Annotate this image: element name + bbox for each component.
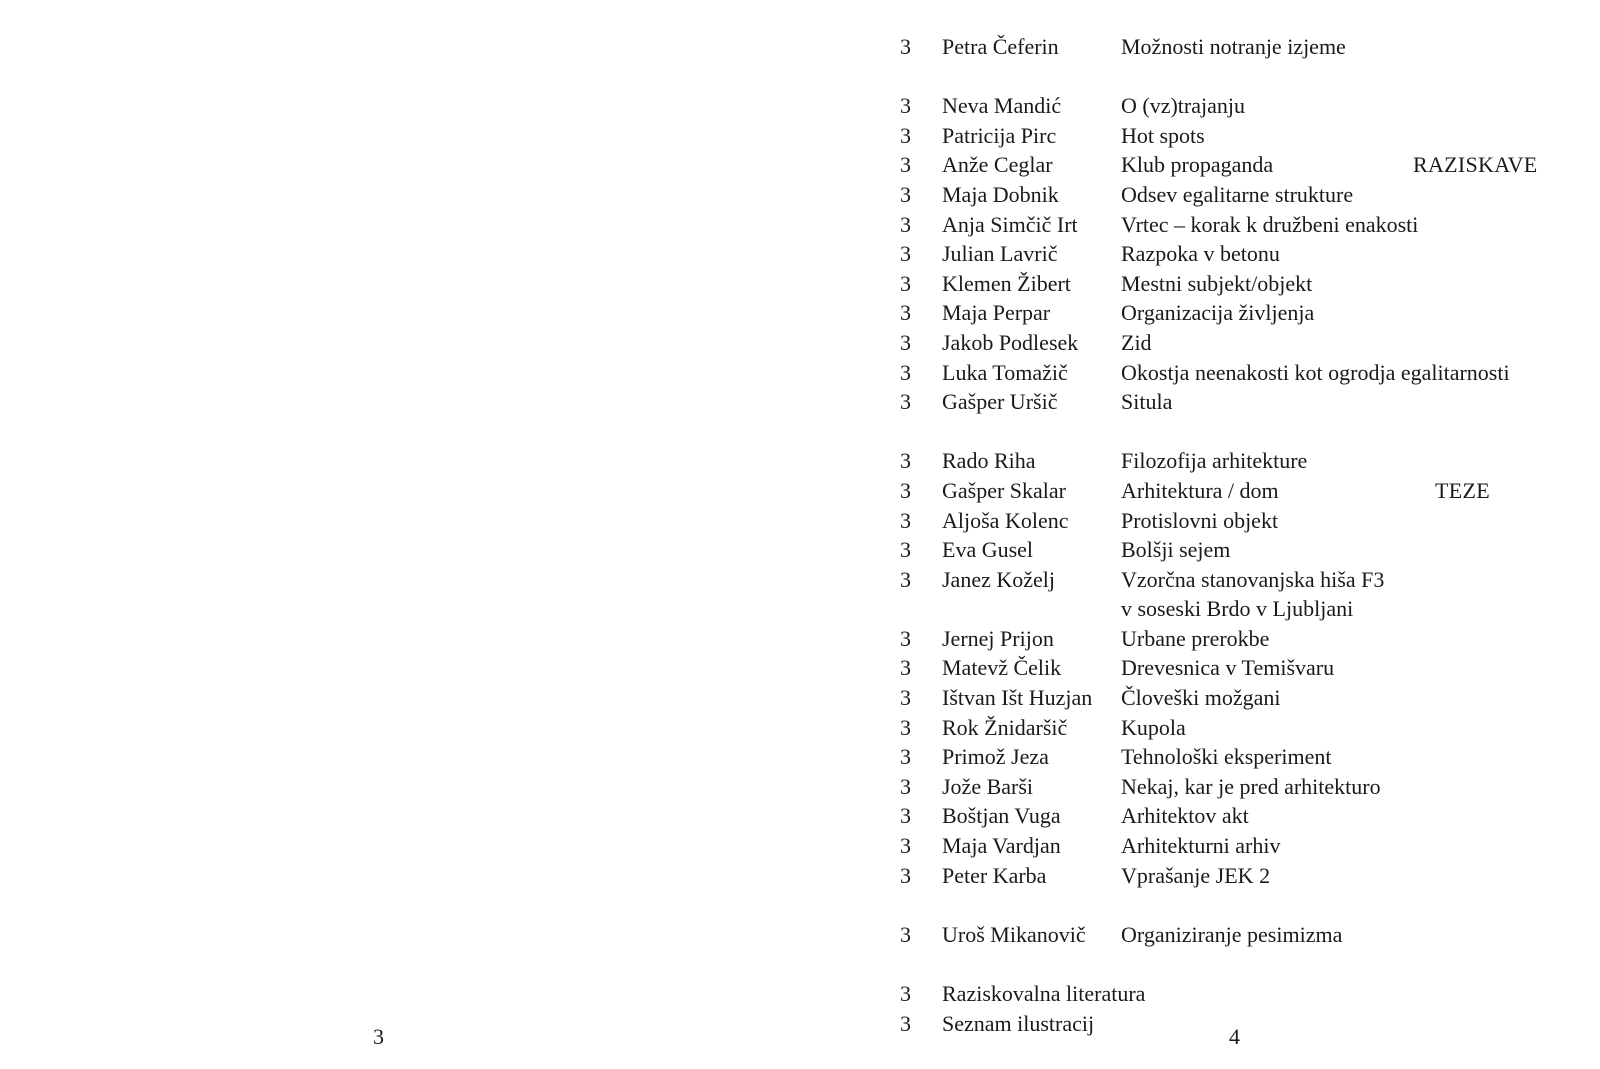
toc-title: Kupola bbox=[1121, 714, 1186, 740]
toc-entry bbox=[900, 683, 1580, 713]
toc-title: Okostja neenakosti kot ogrodja egalitarnosti bbox=[1121, 359, 1510, 385]
toc-author: Primož Jeza bbox=[942, 744, 1049, 770]
toc-title: Klub propaganda bbox=[1121, 152, 1274, 178]
toc-entry bbox=[900, 239, 1580, 269]
toc-author: Janez Koželj bbox=[942, 566, 1055, 592]
toc-page-number: 3 bbox=[900, 359, 911, 385]
toc-page-number: 3 bbox=[900, 300, 911, 326]
toc-author: Patricija Pirc bbox=[942, 122, 1057, 148]
toc-entry bbox=[900, 180, 1580, 210]
toc-entry bbox=[900, 387, 1580, 417]
toc-page-number: 3 bbox=[900, 329, 911, 355]
toc-title: O (vz)trajanju bbox=[1121, 93, 1245, 119]
toc-title: Drevesnica v Temišvaru bbox=[1121, 655, 1335, 681]
right-page bbox=[800, 0, 1600, 1069]
toc-page-number: 3 bbox=[900, 93, 911, 119]
toc-author: Jernej Prijon bbox=[942, 625, 1054, 651]
toc-entry bbox=[900, 831, 1580, 861]
toc-title: Mestni subjekt/objekt bbox=[1121, 270, 1313, 296]
toc-section-label: TEZE bbox=[1435, 477, 1490, 503]
toc-author: Anja Simčič Irt bbox=[942, 211, 1078, 237]
toc-entry bbox=[900, 979, 1580, 1009]
toc-entry bbox=[900, 476, 1580, 506]
toc-title: v soseski Brdo v Ljubljani bbox=[1121, 596, 1354, 622]
toc-page-number: 3 bbox=[900, 122, 911, 148]
toc-author: Gašper Skalar bbox=[942, 477, 1067, 503]
toc-entry bbox=[900, 653, 1580, 683]
toc-page-number: 3 bbox=[900, 448, 911, 474]
toc-title: Hot spots bbox=[1121, 122, 1205, 148]
toc-page-number: 3 bbox=[900, 537, 911, 563]
toc-title: Vzorčna stanovanjska hiša F3 bbox=[1121, 566, 1385, 592]
toc-author: Ištvan Išt Huzjan bbox=[942, 685, 1093, 711]
toc-page-number: 3 bbox=[900, 625, 911, 651]
toc-title: Vrtec – korak k družbeni enakosti bbox=[1121, 211, 1419, 237]
toc-author: Jože Barši bbox=[942, 773, 1034, 799]
toc-author: Raziskovalna literatura bbox=[942, 981, 1146, 1006]
right-page-number: 4 bbox=[1229, 1024, 1240, 1049]
toc-title: Situla bbox=[1121, 389, 1173, 415]
toc-entry bbox=[900, 150, 1580, 180]
toc-author: Petra Čeferin bbox=[942, 34, 1059, 59]
toc-page-number: 3 bbox=[900, 714, 911, 740]
toc-page-number: 3 bbox=[900, 921, 911, 947]
toc-author: Luka Tomažič bbox=[942, 359, 1068, 385]
toc-page-number: 3 bbox=[900, 34, 911, 59]
toc-page-number: 3 bbox=[900, 833, 911, 859]
toc-entry bbox=[900, 32, 1580, 62]
toc-entry bbox=[900, 121, 1580, 151]
toc-entry bbox=[900, 1009, 1580, 1039]
toc-page-number: 3 bbox=[900, 270, 911, 296]
toc-title: Arhitektura / dom bbox=[1121, 477, 1279, 503]
toc-title: Nekaj, kar je pred arhitekturo bbox=[1121, 773, 1381, 799]
toc-title: Urbane prerokbe bbox=[1121, 625, 1270, 651]
toc-page-number: 3 bbox=[900, 655, 911, 681]
toc-page-number: 3 bbox=[900, 389, 911, 415]
toc-title: Tehnološki eksperiment bbox=[1121, 744, 1332, 770]
toc-author: Aljoša Kolenc bbox=[942, 507, 1069, 533]
toc-page-number: 3 bbox=[900, 1010, 911, 1036]
toc-entry bbox=[900, 210, 1580, 240]
toc-page-number: 3 bbox=[900, 744, 911, 770]
toc-page-number: 3 bbox=[900, 566, 911, 592]
toc-entry bbox=[900, 506, 1580, 536]
toc-page-number: 3 bbox=[900, 241, 911, 267]
toc-author: Neva Mandić bbox=[942, 93, 1062, 119]
toc-entry bbox=[900, 594, 1580, 624]
toc-author: Uroš Mikanovič bbox=[942, 921, 1086, 947]
toc-author: Gašper Uršič bbox=[942, 389, 1058, 415]
toc-title: Organizacija življenja bbox=[1121, 300, 1315, 326]
toc-entry bbox=[900, 446, 1580, 476]
toc-entry bbox=[900, 298, 1580, 328]
toc-title: Bolšji sejem bbox=[1121, 537, 1231, 563]
toc-section-label: RAZISKAVE bbox=[1413, 152, 1538, 178]
toc-author: Jakob Podlesek bbox=[942, 329, 1079, 355]
toc-entry bbox=[900, 358, 1580, 388]
toc-entry bbox=[900, 328, 1580, 358]
toc-page-number: 3 bbox=[900, 507, 911, 533]
toc-author: Rado Riha bbox=[942, 448, 1036, 474]
toc-author: Maja Perpar bbox=[942, 300, 1051, 326]
toc-page-number: 3 bbox=[900, 181, 911, 207]
toc-author: Rok Žnidaršič bbox=[942, 714, 1068, 740]
toc-title: Protislovni objekt bbox=[1121, 507, 1279, 533]
toc-page-number: 3 bbox=[900, 685, 911, 711]
toc-author: Matevž Čelik bbox=[942, 655, 1062, 681]
toc-title: Odsev egalitarne strukture bbox=[1121, 181, 1354, 207]
toc-author: Maja Dobnik bbox=[942, 181, 1059, 207]
toc-author: Seznam ilustracij bbox=[942, 1010, 1095, 1036]
toc-entry bbox=[900, 624, 1580, 654]
toc-title: Vprašanje JEK 2 bbox=[1121, 862, 1271, 888]
toc-entry bbox=[900, 742, 1580, 772]
toc-entry bbox=[900, 801, 1580, 831]
toc-entry bbox=[900, 565, 1580, 595]
toc-title: Organiziranje pesimizma bbox=[1121, 921, 1343, 947]
toc-entry bbox=[900, 535, 1580, 565]
toc-author: Peter Karba bbox=[942, 862, 1047, 888]
toc-title: Arhitektov akt bbox=[1121, 803, 1249, 829]
left-page-number: 3 bbox=[373, 1024, 384, 1049]
toc-page-number: 3 bbox=[900, 477, 911, 503]
toc-title: Zid bbox=[1121, 329, 1152, 355]
toc-page-number: 3 bbox=[900, 211, 911, 237]
toc-page-number: 3 bbox=[900, 862, 911, 888]
toc-author: Eva Gusel bbox=[942, 537, 1034, 563]
toc-page-number: 3 bbox=[900, 773, 911, 799]
toc-author: Julian Lavrič bbox=[942, 241, 1058, 267]
toc-title: Arhitekturni arhiv bbox=[1121, 833, 1281, 859]
toc-entry bbox=[900, 269, 1580, 299]
toc-title: Človeški možgani bbox=[1121, 685, 1281, 711]
toc-author: Klemen Žibert bbox=[942, 270, 1071, 296]
toc-entry bbox=[900, 713, 1580, 743]
toc-title: Možnosti notranje izjeme bbox=[1121, 34, 1346, 59]
toc-page-number: 3 bbox=[900, 803, 911, 829]
toc-entry bbox=[900, 920, 1580, 950]
toc-author: Anže Ceglar bbox=[942, 152, 1053, 178]
toc-page-number: 3 bbox=[900, 981, 911, 1006]
toc-entry bbox=[900, 861, 1580, 891]
toc-author: Maja Vardjan bbox=[942, 833, 1061, 859]
toc-page-number: 3 bbox=[900, 152, 911, 178]
toc-title: Razpoka v betonu bbox=[1121, 241, 1280, 267]
table-of-contents bbox=[900, 32, 1580, 1038]
toc-author: Boštjan Vuga bbox=[942, 803, 1061, 829]
toc-title: Filozofija arhitekture bbox=[1121, 448, 1308, 474]
toc-entry bbox=[900, 91, 1580, 121]
toc-entry bbox=[900, 772, 1580, 802]
